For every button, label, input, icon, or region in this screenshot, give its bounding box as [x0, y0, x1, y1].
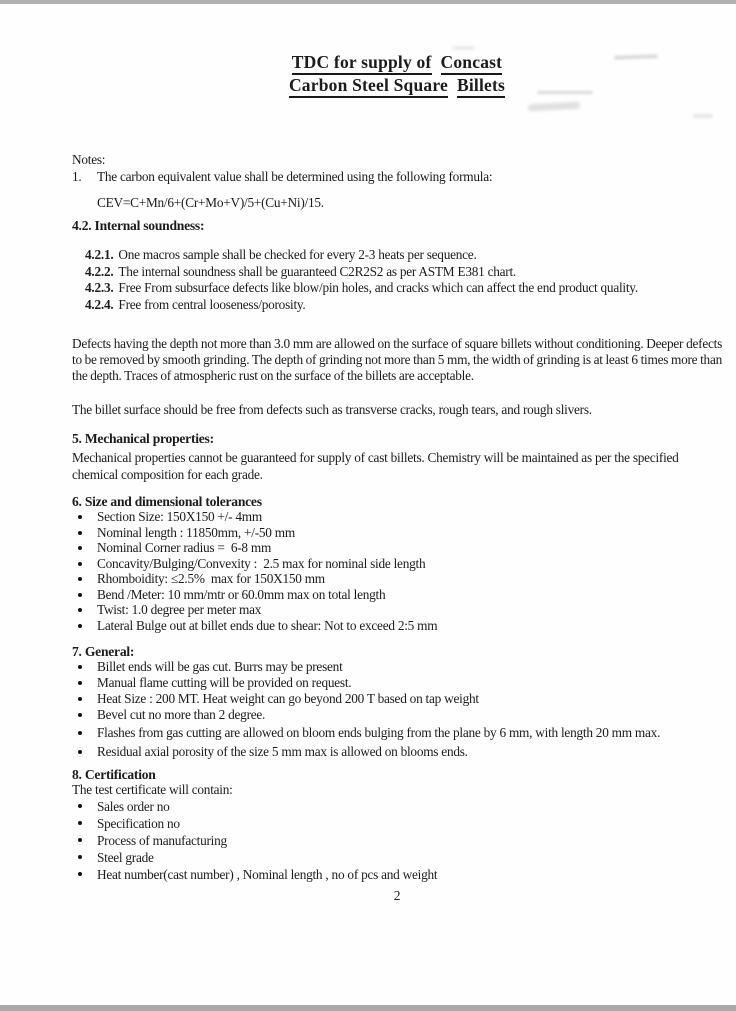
bullet-text: Flashes from gas cutting are allowed on bloom ends bulging from the plane by 6 mm, with length 20 mm max.	[97, 725, 661, 740]
bullet-text: Process of manufacturing	[97, 833, 227, 848]
mechanical-paragraph: Mechanical properties cannot be guaranteed for supply of cast billets. Chemistry will be maintained as per the specified chemical composition for each grade.	[72, 450, 682, 482]
list-item	[72, 540, 722, 556]
bullet-text: Nominal length : 11850mm, +/-50 mm	[97, 524, 295, 540]
bullet-icon	[78, 872, 82, 876]
list-item	[72, 587, 722, 603]
certification-intro: The test certificate will contain:	[72, 782, 233, 797]
bullet-icon	[78, 838, 82, 842]
list-item	[72, 659, 722, 675]
note-item	[72, 168, 722, 185]
item-text: The internal soundness shall be guaranteed C2R2S2 as per ASTM E381 chart.	[118, 263, 516, 279]
title-segment: Concast	[441, 52, 503, 75]
list-item	[72, 707, 722, 723]
bullet-icon	[78, 665, 82, 669]
list-item	[72, 618, 722, 634]
bullet-text: Concavity/Bulging/Convexity : 2.5 max for nominal side length	[97, 555, 426, 571]
page-number: 2	[393, 888, 401, 903]
list-item	[72, 798, 722, 815]
bullet-text: Sales order no	[97, 799, 170, 814]
list-item	[72, 832, 722, 849]
bullet-text: Section Size: 150X150 +/- 4mm	[97, 509, 262, 524]
bullet-icon	[78, 681, 82, 685]
list-item	[72, 849, 722, 866]
scan-edge-bottom	[0, 1005, 736, 1011]
title-segment: TDC for supply of	[292, 52, 432, 75]
bullet-text: Lateral Bulge out at billet ends due to shear: Not to exceed 2:5 mm	[97, 617, 438, 633]
item-text: One macros sample shall be checked for every 2-3 heats per sequence.	[118, 247, 477, 262]
title-segment: Billets	[457, 75, 505, 98]
bullet-text: Heat number(cast number) , Nominal length , no of pcs and weight	[97, 867, 438, 882]
bullet-text: Residual axial porosity of the size 5 mm max is allowed on blooms ends.	[97, 744, 468, 759]
list-item	[72, 866, 722, 883]
bullet-text: Steel grade	[97, 850, 154, 865]
size-tolerances-list	[72, 509, 722, 633]
bullet-icon	[78, 577, 82, 581]
bullet-icon	[78, 713, 82, 717]
bullet-icon	[78, 855, 82, 859]
list-item	[85, 280, 722, 297]
item-number: 4.2.2.	[85, 263, 114, 279]
bullet-text: Bend /Meter: 10 mm/mtr or 60.0mm max on total length	[97, 586, 386, 602]
note-number: 1.	[72, 169, 82, 184]
title-segment: Carbon Steel Square	[289, 75, 448, 98]
bullet-icon	[78, 531, 82, 535]
item-text: Free from central looseness/porosity.	[118, 296, 306, 312]
bullet-icon	[78, 546, 82, 550]
notes-label: Notes:	[72, 152, 106, 167]
section-heading-size-tolerances: 6. Size and dimensional tolerances	[72, 494, 262, 509]
general-list	[72, 659, 722, 760]
bullet-icon	[78, 697, 82, 701]
list-item	[72, 691, 722, 707]
bullet-text: Billet ends will be gas cut. Burrs may be present	[97, 659, 343, 674]
bullet-icon	[78, 562, 82, 566]
document-content	[72, 0, 722, 904]
list-item	[72, 675, 722, 691]
item-number: 4.2.3.	[85, 280, 114, 295]
item-text: Free From subsurface defects like blow/pin holes, and cracks which can affect the end product quality.	[118, 280, 638, 295]
bullet-icon	[78, 515, 82, 519]
cev-formula: CEV=C+Mn/6+(Cr+Mo+V)/5+(Cu+Ni)/15.	[97, 195, 324, 210]
bullet-text: Nominal Corner radius = 6-8 mm	[97, 540, 272, 555]
list-item	[72, 571, 722, 587]
internal-soundness-list	[85, 247, 722, 313]
surface-defects-paragraph: Defects having the depth not more than 3.0 mm are allowed on the surface of square billets without conditioning. Deeper defects to be removed by smooth grinding. The depth of grinding not more than 5 mm, the width of grinding is at least 6 times more than the depth. Traces of atmospheric rust on the surface of the billets are acceptable.	[72, 336, 722, 383]
bullet-text: Twist: 1.0 degree per meter max	[97, 602, 262, 617]
section-heading-internal-soundness: 4.2. Internal soundness:	[72, 218, 205, 233]
bullet-text: Manual flame cutting will be provided on request.	[97, 675, 352, 690]
bullet-text: Rhomboidity: ≤2.5% max for 150X150 mm	[97, 571, 325, 586]
title-line-2	[72, 75, 722, 98]
bullet-icon	[78, 804, 82, 808]
section-heading-general: 7. General:	[72, 644, 135, 659]
bullet-text: Bevel cut no more than 2 degree.	[97, 707, 266, 722]
item-number: 4.2.4.	[85, 296, 114, 312]
bullet-icon	[78, 731, 82, 735]
item-number: 4.2.1.	[85, 247, 114, 262]
section-heading-certification: 8. Certification	[72, 767, 156, 782]
bullet-icon	[78, 821, 82, 825]
list-item	[72, 509, 722, 525]
section-heading-mechanical: 5. Mechanical properties:	[72, 431, 214, 446]
list-item	[72, 602, 722, 618]
bullet-icon	[78, 750, 82, 754]
list-item	[72, 556, 722, 572]
list-item	[85, 264, 722, 281]
list-item	[85, 247, 722, 264]
list-item	[72, 525, 722, 541]
list-item	[72, 725, 722, 741]
bullet-icon	[78, 593, 82, 597]
list-item	[72, 744, 722, 760]
bullet-icon	[78, 624, 82, 628]
document-title	[72, 0, 722, 98]
list-item	[85, 297, 722, 314]
bullet-icon	[78, 608, 82, 612]
certification-list	[72, 798, 722, 883]
bullet-text: Heat Size : 200 MT. Heat weight can go beyond 200 T based on tap weight	[97, 691, 479, 706]
billet-surface-paragraph: The billet surface should be free from defects such as transverse cracks, rough tears, and rough slivers.	[72, 402, 592, 417]
title-line-1	[72, 52, 722, 75]
note-text: The carbon equivalent value shall be determined using the following formula:	[97, 169, 493, 184]
list-item	[72, 815, 722, 832]
bullet-text: Specification no	[97, 816, 180, 831]
